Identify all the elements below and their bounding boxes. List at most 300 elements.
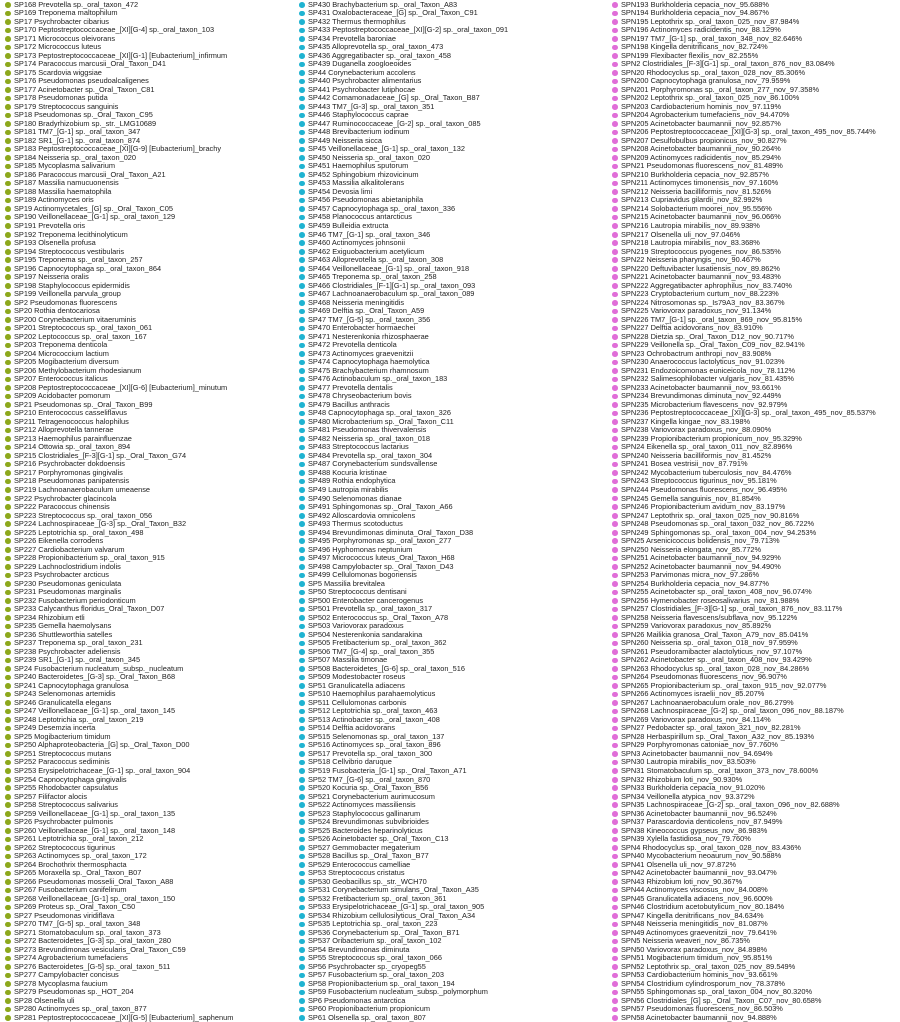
- legend-label: SPN224 Nitrosomonas sp._Is79A3_nov_83.367%: [621, 297, 785, 307]
- legend-marker-icon: [5, 360, 11, 366]
- legend-marker-icon: [5, 709, 11, 715]
- legend-marker-icon: [299, 96, 305, 102]
- legend-marker-icon: [612, 879, 618, 885]
- legend-marker-icon: [612, 547, 618, 553]
- legend-marker-icon: [612, 87, 618, 93]
- legend-marker-icon: [612, 394, 618, 400]
- legend-label: SP238 Psychrobacter adeliensis: [14, 646, 121, 656]
- legend-label: SP186 Paracoccus marcusii_Oral_Taxon_A21: [14, 169, 166, 179]
- legend-label: SP259 Veillonellaceae_[G-1] sp._oral_taxon_135: [14, 808, 176, 818]
- legend-marker-icon: [612, 62, 618, 68]
- legend-entry: [14, 912, 233, 921]
- legend-marker-icon: [299, 462, 305, 468]
- legend-label: SP510 Haemophilus parahaemolyticus: [308, 689, 436, 699]
- legend-marker-icon: [299, 760, 305, 766]
- legend-label: SPN242 Mycobacterium tuberculosis_nov_84.476%: [621, 467, 792, 477]
- legend-marker-icon: [612, 411, 618, 417]
- legend-label: SP51 Granulicatella adiacens: [308, 680, 405, 690]
- legend-marker-icon: [612, 777, 618, 783]
- legend-marker-icon: [5, 343, 11, 349]
- legend-marker-icon: [612, 53, 618, 59]
- legend-label: SP237 Treponema sp._oral_taxon_231: [14, 638, 143, 648]
- legend-marker-icon: [299, 905, 305, 911]
- legend-marker-icon: [299, 556, 305, 562]
- legend-marker-icon: [5, 368, 11, 374]
- legend-marker-icon: [612, 598, 618, 604]
- legend-marker-icon: [299, 692, 305, 698]
- legend-marker-icon: [299, 79, 305, 85]
- legend-entry: [308, 980, 508, 989]
- legend-marker-icon: [299, 266, 305, 272]
- legend-label: SP467 Lachnoanaerobaculum sp._oral_taxon_089: [308, 289, 475, 299]
- legend-label: SPN244 Pseudomonas fluorescens_nov_96.495%: [621, 484, 787, 494]
- legend-marker-icon: [612, 232, 618, 238]
- legend-entry: [621, 946, 876, 955]
- legend-label: SP191 Prevotella oris: [14, 221, 86, 230]
- legend-label: SP277 Campylobacter concisus: [14, 970, 119, 980]
- legend-label: SPN55 Sphingomonas sp._oral_taxon_004_nov_80.320%: [621, 987, 813, 997]
- legend-label: SP50 Streptococcus dentisani: [308, 587, 407, 597]
- legend-label: SPN245 Gemella sanguinis_nov_81.854%: [621, 493, 761, 503]
- legend-marker-icon: [299, 1015, 305, 1021]
- legend-marker-icon: [299, 360, 305, 366]
- legend-label: SPN218 Lautropia mirabilis_nov_83.368%: [621, 238, 760, 248]
- legend-marker-icon: [5, 675, 11, 681]
- legend-label: SP536 Corynebacterium sp._Oral_Taxon_B71: [308, 927, 460, 937]
- legend-label: SP218 Pseudomonas panipatensis: [14, 476, 130, 486]
- legend-label: SP241 Capnocytophaga granulosa: [14, 680, 129, 690]
- legend-marker-icon: [5, 470, 11, 476]
- legend-marker-icon: [299, 215, 305, 221]
- legend-marker-icon: [5, 1015, 11, 1021]
- legend-marker-icon: [299, 768, 305, 774]
- legend-label: SP459 Bulleidia extructa: [308, 221, 389, 230]
- legend-entry: [308, 946, 508, 955]
- legend-marker-icon: [5, 2, 11, 8]
- legend-marker-icon: [5, 121, 11, 127]
- legend-marker-icon: [612, 658, 618, 664]
- legend-marker-icon: [612, 862, 618, 868]
- legend-label: SP514 Delftia acidovorans: [308, 723, 396, 733]
- legend-marker-icon: [299, 845, 305, 851]
- legend-marker-icon: [299, 138, 305, 144]
- legend-marker-icon: [612, 513, 618, 519]
- legend-label: SP504 Nesterenkonia sandarakina: [308, 629, 423, 639]
- legend-marker-icon: [612, 79, 618, 85]
- legend-marker-icon: [5, 453, 11, 459]
- legend-marker-icon: [612, 300, 618, 306]
- legend-label: SPN49 Actinomyces graevenitzii_nov_79.641%: [621, 927, 777, 937]
- legend-marker-icon: [612, 692, 618, 698]
- legend-marker-icon: [612, 964, 618, 970]
- legend-label: SPN36 Acinetobacter baumannii_nov_96.524%: [621, 808, 777, 818]
- legend-label: SP217 Porphyromonas gingivalis: [14, 467, 123, 477]
- legend-label: SP268 Veillonellaceae_[G-1] sp._oral_taxon_150: [14, 893, 176, 903]
- legend-marker-icon: [299, 19, 305, 25]
- legend-marker-icon: [612, 871, 618, 877]
- legend-marker-icon: [299, 649, 305, 655]
- legend-label: SP24 Fusobacterium nucleatum_subsp._nucleatum: [14, 663, 184, 673]
- legend-label: SPN201 Porphyromonas sp._oral_taxon_277_nov_97.358%: [621, 84, 820, 94]
- legend-label: SPN226 TM7_[G-1] sp._oral_taxon_869_nov_95.815%: [621, 314, 803, 324]
- legend-marker-icon: [612, 743, 618, 749]
- legend-marker-icon: [299, 973, 305, 979]
- legend-label: SPN24 Eikenella sp._oral_taxon_011_nov_82.896%: [621, 442, 793, 452]
- legend-marker-icon: [612, 164, 618, 170]
- legend-marker-icon: [5, 283, 11, 289]
- legend-label: SPN253 Parvimonas micra_nov_97.286%: [621, 570, 760, 580]
- legend-marker-icon: [5, 206, 11, 212]
- legend-label: SPN41 Olsenella uli_nov_97.872%: [621, 859, 737, 869]
- legend-label: SP509 Modestobacter roseus: [308, 672, 406, 682]
- legend-label: SPN237 Kingella kingae_nov_83.198%: [621, 416, 751, 426]
- legend-label: SPN265 Propionibacterium sp._oral_taxon_915_nov_92.077%: [621, 680, 827, 690]
- legend-marker-icon: [299, 871, 305, 877]
- legend-label: SPN215 Acinetobacter baumannii_nov_96.066%: [621, 212, 781, 222]
- legend-marker-icon: [299, 283, 305, 289]
- legend-marker-icon: [5, 70, 11, 76]
- legend-marker-icon: [5, 956, 11, 962]
- legend-label: SP252 Paracoccus sediminis: [14, 757, 110, 767]
- legend-label: SP17 Psychrobacter cibarius: [14, 16, 109, 26]
- legend-label: SP488 Kocuria kristinae: [308, 467, 387, 477]
- legend-marker-icon: [5, 266, 11, 272]
- legend-label: SPN259 Variovorax paradoxus_nov_85.892%: [621, 621, 772, 631]
- legend-marker-icon: [299, 785, 305, 791]
- legend-label: SP446 Staphylococcus caprae: [308, 110, 409, 120]
- legend-marker-icon: [299, 147, 305, 153]
- legend-marker-icon: [5, 138, 11, 144]
- legend-entry: [621, 954, 876, 963]
- legend-marker-icon: [299, 257, 305, 263]
- legend-label: SP178 Pseudomonas putida: [14, 93, 108, 103]
- legend-label: SP521 Corynebacterium aurimucosum: [308, 791, 435, 801]
- legend-label: SP249 Desemzia incerta: [14, 723, 96, 733]
- legend-label: SPN210 Burkholderia cepacia_nov_92.857%: [621, 169, 769, 179]
- legend-marker-icon: [5, 240, 11, 246]
- legend-entry: [308, 971, 508, 980]
- legend-label: SP271 Stomatobaculum sp._oral_taxon_373: [14, 927, 161, 937]
- legend-marker-icon: [299, 641, 305, 647]
- legend-entry: [14, 988, 233, 997]
- legend-label: SP230 Pseudomonas geniculata: [14, 578, 122, 588]
- legend-label: SPN53 Cardiobacterium hominis_nov_93.661%: [621, 970, 778, 980]
- legend-label: SP214 Ottowia sp._oral_taxon_894: [14, 442, 131, 452]
- legend-label: SP22 Psychrobacter glacincola: [14, 493, 117, 503]
- legend-marker-icon: [299, 53, 305, 59]
- legend-label: SPN51 Mogibacterium timidum_nov_95.851%: [621, 953, 773, 963]
- legend-marker-icon: [299, 28, 305, 34]
- legend-label: SP458 Planococcus antarcticus: [308, 212, 412, 222]
- legend-marker-icon: [299, 326, 305, 332]
- legend-label: SP464 Veillonellaceae_[G-1] sp._oral_taxon_918: [308, 263, 470, 273]
- legend-marker-icon: [5, 556, 11, 562]
- legend-marker-icon: [612, 121, 618, 127]
- legend-marker-icon: [5, 232, 11, 238]
- legend-marker-icon: [299, 113, 305, 119]
- legend-label: SPN34 Veillonella atypica_nov_93.372%: [621, 791, 755, 801]
- legend-entry: [14, 937, 233, 946]
- legend-marker-icon: [5, 104, 11, 110]
- legend-marker-icon: [5, 930, 11, 936]
- legend-label: SPN2 Clostridiales_[F-3][G-1] sp._oral_taxon_876_nov_83.084%: [621, 59, 835, 69]
- legend-label: SPN39 Xylella fastidiosa_nov_79.760%: [621, 834, 751, 844]
- legend-marker-icon: [299, 658, 305, 664]
- legend-label: SPN256 Hymenobacter roseosalivarius_nov_81.988%: [621, 595, 800, 605]
- legend-marker-icon: [612, 845, 618, 851]
- legend-marker-icon: [299, 862, 305, 868]
- legend-entry: [308, 920, 508, 929]
- legend-label: SP185 Mycoplasma salivarium: [14, 161, 116, 171]
- legend-marker-icon: [299, 300, 305, 306]
- legend-entry: [14, 963, 233, 972]
- legend-label: SP435 Alloprevotella sp._oral_taxon_473: [308, 42, 444, 52]
- legend-entry: [14, 929, 233, 938]
- legend-marker-icon: [299, 172, 305, 178]
- legend-marker-icon: [612, 257, 618, 263]
- legend-marker-icon: [612, 947, 618, 953]
- legend-marker-icon: [5, 62, 11, 68]
- legend-marker-icon: [5, 172, 11, 178]
- legend-entry: [621, 895, 876, 904]
- legend-marker-icon: [612, 138, 618, 144]
- legend-marker-icon: [5, 317, 11, 323]
- legend-marker-icon: [299, 734, 305, 740]
- legend-label: SP499 Cellulomonas bogoriensis: [308, 570, 417, 580]
- legend-marker-icon: [299, 930, 305, 936]
- legend-marker-icon: [612, 28, 618, 34]
- legend-label: SP465 Treponema sp._oral_taxon_258: [308, 272, 437, 282]
- legend-marker-icon: [5, 964, 11, 970]
- legend-label: SPN206 Peptostreptococcaceae_[XI][G-3] sp._oral_taxon_495_nov_85.744%: [621, 127, 876, 137]
- legend-marker-icon: [612, 624, 618, 630]
- legend-marker-icon: [612, 632, 618, 638]
- legend-label: SP59 Fusobacterium nucleatum_subsp._polymorphum: [308, 987, 488, 997]
- legend-label: SP500 Enterobacter cancerogenus: [308, 595, 424, 605]
- legend-label: SP471 Nesterenkonia rhizosphaerae: [308, 331, 429, 341]
- legend-label: SP18 Pseudomonas sp._Oral_Taxon_C95: [14, 110, 153, 120]
- legend-label: SP170 Peptostreptococcaceae_[XI][G-4] sp._oral_taxon_103: [14, 25, 215, 35]
- legend-marker-icon: [612, 981, 618, 987]
- legend-label: SPN40 Mycobacterium neoaurum_nov_90.588%: [621, 851, 782, 861]
- legend-label: SP209 Acidobacter pomorum: [14, 391, 111, 401]
- legend-marker-icon: [5, 658, 11, 664]
- legend-marker-icon: [299, 879, 305, 885]
- legend-label: SP484 Prevotella sp._oral_taxon_304: [308, 450, 433, 460]
- legend-label: SP21 Pseudomonas sp._Oral_Taxon_B99: [14, 399, 153, 409]
- legend-marker-icon: [299, 428, 305, 434]
- legend-marker-icon: [612, 96, 618, 102]
- legend-label: SP525 Bacteroides heparinolyticus: [308, 825, 423, 835]
- legend-marker-icon: [299, 913, 305, 919]
- legend-label: SP498 Campylobacter sp._Oral_Taxon_D43: [308, 561, 454, 571]
- legend-label: SP234 Rhizobium etli: [14, 612, 85, 622]
- legend-marker-icon: [612, 266, 618, 272]
- legend-label: SPN251 Acinetobacter baumannii_nov_94.929%: [621, 553, 781, 563]
- legend-label: SPN236 Peptostreptococcaceae_[XI][G-3] sp._oral_taxon_495_nov_85.537%: [621, 408, 876, 418]
- legend-label: SPN22 Neisseria pharyngis_nov_90.467%: [621, 255, 761, 265]
- legend-marker-icon: [299, 743, 305, 749]
- legend-marker-icon: [5, 53, 11, 59]
- legend-label: SPN231 Endozoicomonas euniceicola_nov_78.112%: [621, 365, 796, 375]
- legend-label: SP57 Fusobacterium sp._oral_taxon_203: [308, 970, 444, 980]
- legend-label: SPN264 Pseudomonas fluorescens_nov_96.907%: [621, 672, 787, 682]
- legend-label: SPN249 Sphingomonas sp._oral_taxon_004_nov_94.253%: [621, 527, 817, 537]
- legend-marker-icon: [5, 837, 11, 843]
- legend-marker-icon: [5, 998, 11, 1004]
- legend-label: SP203 Treponema denticola: [14, 340, 108, 350]
- legend-marker-icon: [299, 998, 305, 1004]
- legend-marker-icon: [5, 402, 11, 408]
- legend-entry: [14, 997, 233, 1006]
- legend-marker-icon: [612, 615, 618, 621]
- legend-entry: [308, 912, 508, 921]
- legend-marker-icon: [612, 487, 618, 493]
- legend-marker-icon: [299, 504, 305, 510]
- legend-marker-icon: [5, 419, 11, 425]
- legend-marker-icon: [299, 334, 305, 340]
- legend-marker-icon: [612, 351, 618, 357]
- legend-label: SP254 Capnocytophaga gingivalis: [14, 774, 127, 784]
- legend-label: SPN257 Clostridiales_[F-3][G-1] sp._oral_taxon_876_nov_83.117%: [621, 604, 843, 614]
- legend-marker-icon: [612, 768, 618, 774]
- legend-marker-icon: [5, 428, 11, 434]
- legend-marker-icon: [612, 811, 618, 817]
- legend-marker-icon: [299, 45, 305, 51]
- legend-label: SPN27 Pedobacter sp._oral_taxon_321_nov_82.281%: [621, 723, 801, 733]
- legend-label: SP430 Brachybacterium sp._oral_Taxon_A83: [308, 0, 458, 9]
- legend-label: SP495 Porphyromonas sp._oral_taxon_277: [308, 536, 452, 546]
- legend-entry: [14, 1014, 233, 1022]
- legend-label: SP261 Leptotrichia sp._oral_taxon_212: [14, 834, 144, 844]
- legend-marker-icon: [299, 632, 305, 638]
- legend-marker-icon: [5, 896, 11, 902]
- legend-marker-icon: [5, 879, 11, 885]
- legend-marker-icon: [5, 249, 11, 255]
- legend-marker-icon: [5, 300, 11, 306]
- legend-marker-icon: [612, 581, 618, 587]
- legend-label: SP229 Lachnoclostridium indolis: [14, 561, 121, 571]
- legend-marker-icon: [299, 368, 305, 374]
- legend-marker-icon: [299, 956, 305, 962]
- legend-label: SP250 Alphaproteobacteria_[G] sp._Oral_Taxon_D00: [14, 740, 190, 750]
- legend-label: SPN248 Pseudomonas sp._oral_taxon_032_nov_86.722%: [621, 519, 815, 529]
- legend-marker-icon: [299, 598, 305, 604]
- legend-label: SPN42 Acinetobacter baumannii_nov_93.047%: [621, 868, 777, 878]
- legend-label: SP479 Bacillus anthracis: [308, 399, 390, 409]
- legend-marker-icon: [299, 564, 305, 570]
- legend-label: SP478 Chryseobacterium bovis: [308, 391, 412, 401]
- legend-marker-icon: [299, 666, 305, 672]
- legend-marker-icon: [5, 862, 11, 868]
- legend-label: SP520 Kocuria sp._Oral_Taxon_B56: [308, 783, 429, 793]
- legend-label: SPN260 Neisseria sp._oral_taxon_018_nov_97.959%: [621, 638, 798, 648]
- legend-marker-icon: [612, 828, 618, 834]
- legend-marker-icon: [5, 436, 11, 442]
- legend-marker-icon: [5, 292, 11, 298]
- legend-entry: [621, 963, 876, 972]
- legend-label: SPN239 Propionibacterium propionicum_nov_95.329%: [621, 433, 802, 443]
- legend-label: SP507 Massilia timonae: [308, 655, 388, 665]
- legend-label: SP193 Olsenella profusa: [14, 238, 96, 248]
- legend-label: SP235 Gemella haemolysans: [14, 621, 112, 631]
- legend-label: SP433 Peptostreptococcaceae_[XI][G-2] sp._oral_taxon_091: [308, 25, 509, 35]
- legend-marker-icon: [299, 411, 305, 417]
- legend-label: SP474 Capnocytophaga haemolytica: [308, 357, 430, 367]
- legend-label: SP225 Leptotrichia sp._oral_taxon_498: [14, 527, 144, 537]
- legend-label: SPN222 Aggregatibacter aphrophilus_nov_83.740%: [621, 280, 792, 290]
- legend-marker-icon: [612, 479, 618, 485]
- legend-label: SPN220 Deftuvibacter lusatiensis_nov_89.862%: [621, 263, 780, 273]
- legend-label: SP180 Bradyrhizobium sp._str._LMG10689: [14, 118, 157, 128]
- legend-label: SP463 Alloprevotella sp._oral_taxon_308: [308, 255, 444, 265]
- legend-label: SPN266 Actinomyces israelii_nov_85.207%: [621, 689, 765, 699]
- legend-label: SPN208 Acinetobacter baumannii_nov_90.264%: [621, 144, 781, 154]
- legend-label: SP215 Clostridiales_[F-3][G-1] sp._Oral_Taxon_G74: [14, 450, 187, 460]
- legend-label: SPN204 Agrobacterium tumefaciens_nov_94.470%: [621, 110, 790, 120]
- legend-marker-icon: [612, 641, 618, 647]
- legend-marker-icon: [299, 164, 305, 170]
- legend-label: SP232 Fusobacterium periodonticum: [14, 595, 136, 605]
- legend-marker-icon: [299, 189, 305, 195]
- legend-label: SP184 Neisseria sp._oral_taxon_020: [14, 152, 137, 162]
- legend-marker-icon: [612, 1007, 618, 1013]
- legend-label: SP279 Pseudomonas sp._HOT_204: [14, 987, 134, 997]
- legend-label: SPN262 Acinetobacter sp._oral_taxon_408_nov_93.429%: [621, 655, 812, 665]
- legend-entry: [621, 903, 876, 912]
- legend-marker-icon: [299, 130, 305, 136]
- legend-marker-icon: [612, 36, 618, 42]
- legend-label: SP246 Granulicatella elegans: [14, 697, 112, 707]
- legend-marker-icon: [5, 794, 11, 800]
- legend-marker-icon: [299, 573, 305, 579]
- legend-marker-icon: [5, 692, 11, 698]
- legend-label: SP183 Peptostreptococcaceae_[XI][G-9] [Eubacterium]_brachy: [14, 144, 222, 154]
- legend-label: SP168 Prevotella sp._oral_taxon_472: [14, 0, 139, 9]
- legend-marker-icon: [299, 223, 305, 229]
- legend-marker-icon: [5, 504, 11, 510]
- legend-marker-icon: [5, 939, 11, 945]
- legend-marker-icon: [5, 802, 11, 808]
- legend-marker-icon: [5, 760, 11, 766]
- legend-label: SPN28 Herbaspirillum sp._Oral_Taxon_A32_nov_85.193%: [621, 731, 815, 741]
- legend-label: SP439 Duganella zoogloeoides: [308, 59, 412, 69]
- legend-label: SP480 Microbacterium sp._Oral_Taxon_C11: [308, 416, 454, 426]
- legend-marker-icon: [5, 828, 11, 834]
- legend-marker-icon: [612, 360, 618, 366]
- legend-marker-icon: [299, 240, 305, 246]
- legend-label: SPN26 Mailikia granosa_Oral_Taxon_A79_nov_85.041%: [621, 629, 809, 639]
- legend-label: SP194 Streptococcus vestibularis: [14, 246, 125, 256]
- legend-label: SP442 Comamonadaceae_[G] sp._Oral_Taxon_B87: [308, 93, 480, 103]
- legend-label: SP204 Micrococcium lactium: [14, 348, 109, 358]
- legend-label: SPN45 Granulicatella adiacens_nov_96.600%: [621, 893, 773, 903]
- legend-marker-icon: [5, 905, 11, 911]
- legend-marker-icon: [299, 1007, 305, 1013]
- legend-marker-icon: [612, 385, 618, 391]
- legend-marker-icon: [612, 530, 618, 536]
- legend-marker-icon: [612, 896, 618, 902]
- legend-label: SPN4 Rhodocyclus sp._oral_taxon_028_nov_83.436%: [621, 842, 801, 852]
- legend-marker-icon: [299, 709, 305, 715]
- legend-marker-icon: [612, 19, 618, 25]
- legend-marker-icon: [5, 45, 11, 51]
- legend-label: SPN228 Dietzia sp._Oral_Taxon_D12_nov_90.717%: [621, 331, 794, 341]
- legend-label: SP176 Pseudomonas pseudoalcaligenes: [14, 76, 149, 86]
- legend-label: SP460 Actinomyces johnsonii: [308, 238, 405, 248]
- legend-label: SPN196 Actinomyces radicidentis_nov_88.129%: [621, 25, 781, 35]
- legend-marker-icon: [612, 419, 618, 425]
